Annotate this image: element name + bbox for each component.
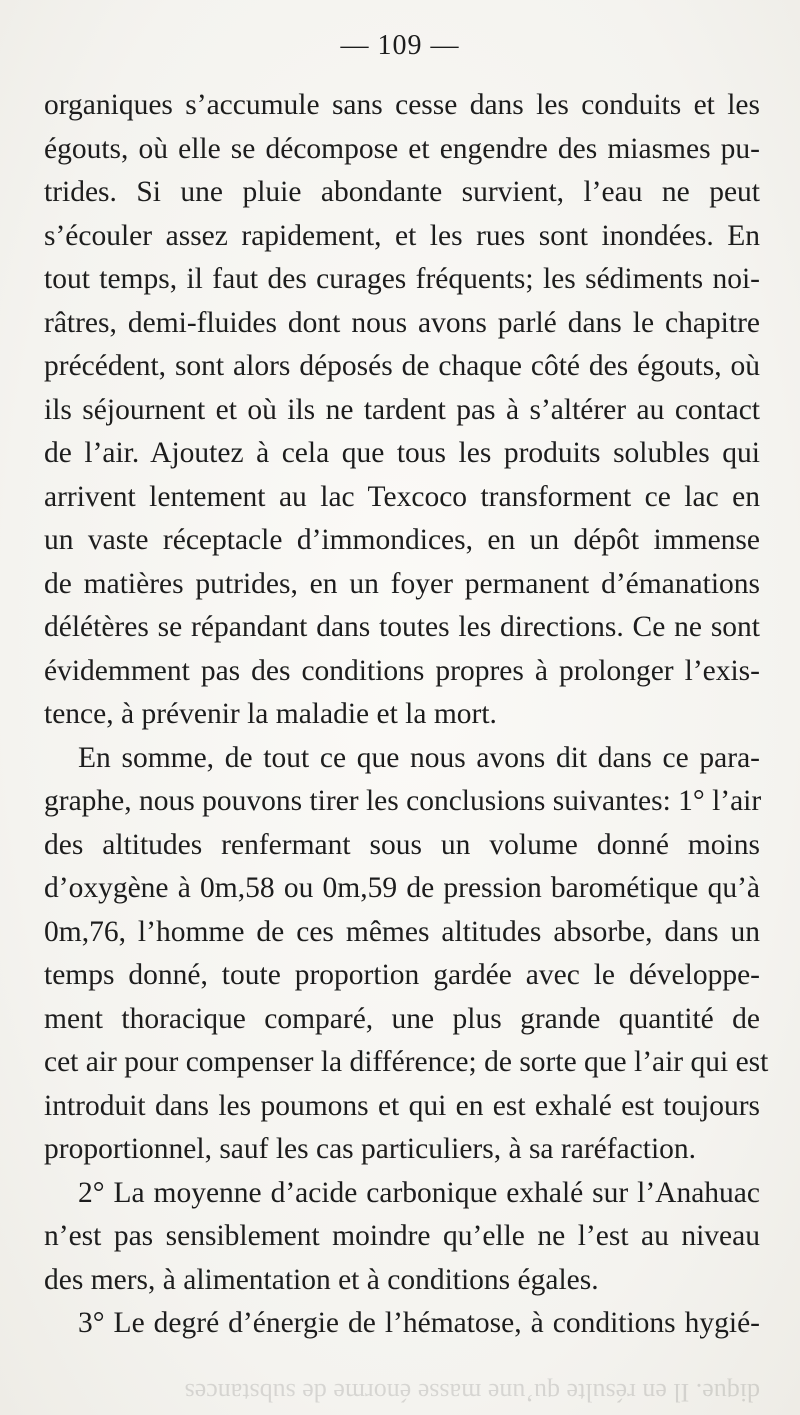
text-line: précédent, sont alors déposés de chaque côté des égouts, où	[44, 350, 760, 382]
text-line: tout temps, il faut des curages fréquents; les sédiments noi-	[44, 263, 760, 295]
text-line: des altitudes renfermant sous un volume donné moins	[44, 828, 760, 861]
text-line: un vaste réceptacle d’immondices, en un dépôt immense	[44, 524, 760, 556]
text-line: trides. Si une pluie abondante survient, l’eau ne peut	[44, 176, 760, 208]
text-line: 3° Le degré d’énergie de l’hématose, à conditions hygié-	[78, 1307, 760, 1339]
text-line: cet air pour compenser la différence; de sorte que l’air qui est	[44, 1046, 769, 1078]
text-line: des mers, à alimentation et à conditions égales.	[44, 1263, 599, 1296]
text-line: organiques s’accumule sans cesse dans les conduits et les	[44, 89, 760, 121]
text-line: proportionnel, sauf les cas particuliers, à sa raréfaction.	[44, 1133, 697, 1165]
text-line: de matières putrides, en un foyer permanent d’émanations	[44, 567, 760, 600]
page-number: — 109 —	[340, 30, 460, 61]
body-text	[44, 84, 769, 1346]
text-line: En somme, de tout ce que nous avons dit dans ce para-	[78, 741, 760, 774]
text-line: graphe, nous pouvons tirer les conclusions suivantes: 1° l’air	[44, 785, 762, 817]
text-line: temps donné, toute proportion gardée avec le développe-	[44, 959, 760, 991]
text-line: délétères se répandant dans toutes les directions. Ce ne sont	[44, 611, 760, 643]
text-line: râtres, demi-fluides dont nous avons parlé dans le chapitre	[44, 306, 760, 339]
text-line: évidemment pas des conditions propres à prolonger l’exis-	[44, 654, 760, 687]
text-line: 0m,76, l’homme de ces mêmes altitudes absorbe, dans un	[44, 915, 760, 948]
bleed-through-text: dique. Il en résulte qu’une masse énorme de substances	[184, 1378, 760, 1407]
text-line: 2° La moyenne d’acide carbonique exhalé sur l’Anahuac	[78, 1176, 760, 1209]
text-line: ment thoracique comparé, une plus grande quantité de	[44, 1002, 760, 1035]
text-line: égouts, où elle se décompose et engendre des miasmes pu-	[44, 132, 760, 165]
text-line: d’oxygène à 0m,58 ou 0m,59 de pression barométique qu’à	[44, 872, 760, 904]
text-line: tence, à prévenir la maladie et la mort.	[44, 698, 497, 730]
text-line: ils séjournent et où ils ne tardent pas à s’altérer au contact	[44, 393, 760, 426]
text-line: arrivent lentement au lac Texcoco transforment ce lac en	[44, 480, 760, 513]
text-line: s’écouler assez rapidement, et les rues sont inondées. En	[44, 219, 760, 252]
text-line: n’est pas sensiblement moindre qu’elle ne l’est au niveau	[44, 1220, 760, 1252]
text-line: introduit dans les poumons et qui en est exhalé est toujours	[44, 1089, 760, 1122]
text-line: de l’air. Ajoutez à cela que tous les produits solubles qui	[44, 437, 760, 469]
